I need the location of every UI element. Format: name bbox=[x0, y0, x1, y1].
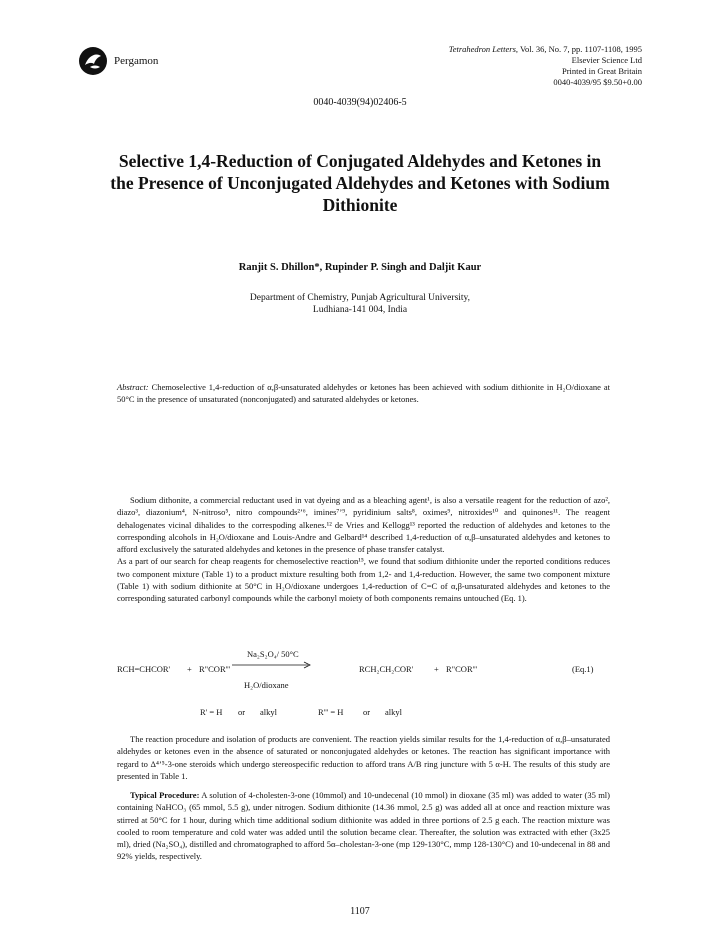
title-line-3: Dithionite bbox=[322, 195, 398, 215]
journal-citation bbox=[312, 44, 642, 55]
r-triple-prime-def: R''' = H bbox=[318, 707, 344, 717]
plus-sign-2: + bbox=[434, 664, 439, 674]
typical-procedure-paragraph bbox=[117, 789, 610, 863]
intro-paragraph-1: Sodium dithonite, a commercial reductant used in vat dyeing and as a bleaching agent¹, is also a versatile reagent for the reduction of azo², diazo³, diazonium⁴, N-nitroso⁵, nitro compounds²ʼ⁶, imines⁷ʼ⁹, pyridinium salts⁸, oximes⁹, nitroxides¹⁰ and quinones¹¹. The reagent dehalogenates vicinal dihalides to the correspoding alkenes.¹² de Vries and Kellogg¹³ reported the reduction of aldehydes and ketones to the corresponding alcohols in H₂O/dioxane and Louis-Andre and Gelbard¹⁴ described 1,4-reduction of α,β–unsaturated aldehydes and ketones to afford exclusively the saturated aldehydes and ketones in the presence of phase transfer catalyst. bbox=[117, 495, 610, 555]
pergamon-logo-icon bbox=[78, 46, 108, 76]
alkyl-1: alkyl bbox=[260, 707, 277, 717]
or-2: or bbox=[363, 707, 371, 717]
r-prime-def: R' = H bbox=[200, 707, 223, 717]
reaction-arrow-icon bbox=[232, 660, 312, 670]
results-paragraph bbox=[117, 733, 610, 782]
affiliation-line-2: Ludhiana-141 004, India bbox=[312, 305, 408, 315]
journal-volume: , Vol. 36, No. 7, pp. 1107-1108, 1995 bbox=[515, 44, 642, 54]
authors: Ranjit S. Dhillon*, Rupinder P. Singh and Daljit Kaur bbox=[238, 262, 482, 273]
reaction-solvent: H₂O/dioxane bbox=[244, 680, 289, 690]
page-number: 1107 bbox=[350, 906, 370, 917]
printed-in: Printed in Great Britain bbox=[561, 66, 642, 76]
reactant-1: RCH=CHCOR' bbox=[117, 664, 171, 674]
equation-label: (Eq.1) bbox=[572, 664, 594, 674]
abstract-text: Chemoselective 1,4-reduction of α,β-unsaturated aldehydes or ketones has been achieved with sodium dithionite in H₂O/dioxane at 50°C in the presence of unsaturated (nonconjugated) and saturated aldehydes or ketones. bbox=[117, 382, 610, 404]
intro-paragraph-2: As a part of our search for cheap reagents for chemoselective reaction¹⁵, we found that sodium dithionite under the reported conditions reduces two component mixture (Table 1) to a product mixture resulting both from 1,2- and 1,4-reduction. However, the same two component mixture (Table 1) with sodium dithionite at 50°C in H₂O/dioxane undergoes 1,4-reduction of C=C of α,β-unsaturated aldehydes and ketones to the corresponding saturated carbonyl compounds while the carbonyl moiety of both components remains untouched (Eq. 1). bbox=[117, 556, 610, 604]
typical-procedure-label: Typical Procedure: bbox=[130, 790, 200, 800]
introduction bbox=[117, 494, 610, 605]
affiliation-line-1: Department of Chemistry, Punjab Agricultural University, bbox=[249, 293, 471, 303]
alkyl-2: alkyl bbox=[385, 707, 402, 717]
paper-title bbox=[100, 150, 620, 216]
affiliation bbox=[0, 292, 720, 316]
title-line-1: Selective 1,4-Reduction of Conjugated Aldehydes and Ketones in bbox=[118, 151, 602, 171]
abstract bbox=[117, 381, 610, 405]
or-1: or bbox=[238, 707, 246, 717]
product-1: RCH₂CH₂COR' bbox=[359, 664, 414, 674]
product-2: R"COR''' bbox=[446, 664, 478, 674]
title-line-2: the Presence of Unconjugated Aldehydes and Ketones with Sodium bbox=[110, 173, 610, 193]
typical-procedure-text: A solution of 4-cholesten-3-one (10mmol) and 10-undecenal (10 mmol) in dioxane (35 ml) was added to water (35 ml) containing NaHCO₃ (65 mmol, 5.5 g), under nitrogen. Sodium dithionite (14.36 mmol, 2.5 g) was added all at once and reaction mixture was stirred at 50°C for 1 hour, during which time additional sodium dithionite was added in three portions of 2.5 g each. The reaction mixture was cooled to room temperature and cold water was added until the solution became clear. Thereafter, the solution was extracted with ether (3x25 ml), dried (Na₂SO₄), distilled and chromatographed to afford 5α–cholestan-3-one (mp 129-130°C, mmp 128-130°C) and 10-undecenal in 88 and 92% yields, respectively. bbox=[117, 790, 611, 862]
procedure-text: The reaction procedure and isolation of products are convenient. The reaction yields similar results for the 1,4-reduction of α,β–unsaturated aldehydes or ketones even in the absence of saturated or nonconjugated aldehydes or ketones. The reaction has significant importance with regard to Δ⁴ʼ⁵-3-one steroids which undergo stereospecific reduction to afford trans A/B ring juncture with 5 α-H. The results of this study are presented in Table 1. bbox=[117, 734, 610, 781]
publisher-name: Pergamon bbox=[114, 55, 159, 67]
copyright: Elsevier Science Ltd bbox=[571, 55, 642, 65]
price-code: 0040-4039/95 $9.50+0.00 bbox=[553, 77, 642, 87]
plus-sign-1: + bbox=[187, 664, 192, 674]
reactant-2: R"COR''' bbox=[199, 664, 231, 674]
abstract-label: Abstract: bbox=[117, 382, 149, 392]
journal-name: Tetrahedron Letters bbox=[448, 44, 516, 54]
typical-procedure bbox=[117, 789, 610, 863]
journal-info bbox=[312, 44, 642, 88]
reaction-conditions: Na₂S₂O₄/ 50°C bbox=[247, 649, 299, 659]
doi: 0040-4039(94)02406-5 bbox=[313, 97, 407, 108]
